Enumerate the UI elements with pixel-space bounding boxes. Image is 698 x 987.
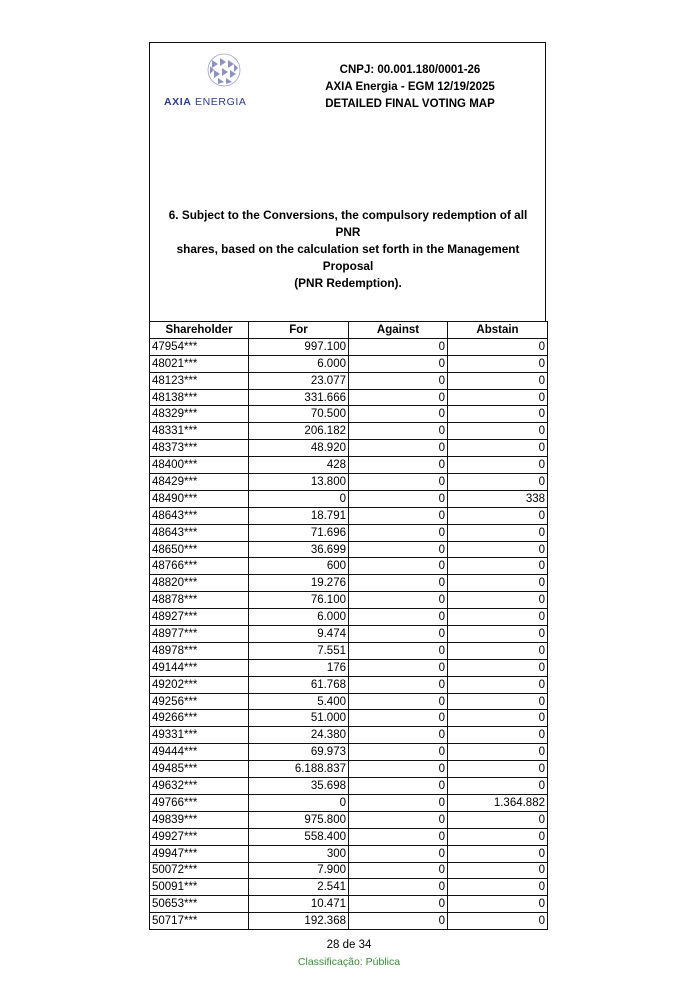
shareholder-cell: 48329*** <box>150 406 249 423</box>
against-cell: 0 <box>349 507 448 524</box>
against-cell: 0 <box>349 372 448 389</box>
against-cell: 0 <box>349 626 448 643</box>
abstain-cell: 0 <box>448 879 548 896</box>
abstain-cell: 0 <box>448 474 548 491</box>
against-cell: 0 <box>349 913 448 930</box>
table-row <box>150 474 548 491</box>
shareholder-cell: 48373*** <box>150 440 249 457</box>
against-cell: 0 <box>349 778 448 795</box>
abstain-cell: 0 <box>448 811 548 828</box>
shareholder-cell: 48820*** <box>150 575 249 592</box>
abstain-cell: 0 <box>448 744 548 761</box>
shareholder-cell: 49202*** <box>150 676 249 693</box>
voting-table <box>149 321 548 930</box>
against-cell: 0 <box>349 761 448 778</box>
for-cell: 18.791 <box>249 507 349 524</box>
for-cell: 7.900 <box>249 862 349 879</box>
for-cell: 0 <box>249 490 349 507</box>
for-cell: 2.541 <box>249 879 349 896</box>
abstain-cell: 0 <box>448 558 548 575</box>
abstain-cell: 0 <box>448 727 548 744</box>
shareholder-cell: 50072*** <box>150 862 249 879</box>
shareholder-cell: 48650*** <box>150 541 249 558</box>
for-cell: 13.800 <box>249 474 349 491</box>
for-cell: 19.276 <box>249 575 349 592</box>
against-cell: 0 <box>349 710 448 727</box>
against-cell: 0 <box>349 423 448 440</box>
document-title: DETAILED FINAL VOTING MAP <box>325 98 495 110</box>
against-cell: 0 <box>349 440 448 457</box>
table-row <box>150 879 548 896</box>
against-cell: 0 <box>349 609 448 626</box>
shareholder-cell: 49927*** <box>150 828 249 845</box>
table-row <box>150 744 548 761</box>
abstain-cell: 0 <box>448 862 548 879</box>
against-cell: 0 <box>349 676 448 693</box>
against-cell: 0 <box>349 524 448 541</box>
against-cell: 0 <box>349 457 448 474</box>
for-cell: 76.100 <box>249 592 349 609</box>
abstain-cell: 0 <box>448 423 548 440</box>
column-header-abstain: Abstain <box>448 322 548 339</box>
for-cell: 24.380 <box>249 727 349 744</box>
abstain-cell: 0 <box>448 761 548 778</box>
logo-wordmark: AXIA ENERGIA <box>164 96 247 108</box>
shareholder-cell: 49766*** <box>150 794 249 811</box>
document-header <box>290 62 530 113</box>
abstain-cell: 0 <box>448 372 548 389</box>
against-cell: 0 <box>349 811 448 828</box>
meeting-line: AXIA Energia - EGM 12/19/2025 <box>325 81 495 93</box>
table-row <box>150 372 548 389</box>
table-row <box>150 541 548 558</box>
shareholder-cell: 48021*** <box>150 355 249 372</box>
for-cell: 23.077 <box>249 372 349 389</box>
against-cell: 0 <box>349 828 448 845</box>
shareholder-cell: 48400*** <box>150 457 249 474</box>
shareholder-cell: 49144*** <box>150 659 249 676</box>
table-row <box>150 676 548 693</box>
column-header-for: For <box>249 322 349 339</box>
against-cell: 0 <box>349 541 448 558</box>
for-cell: 0 <box>249 794 349 811</box>
table-row <box>150 490 548 507</box>
table-row <box>150 423 548 440</box>
against-cell: 0 <box>349 727 448 744</box>
abstain-cell: 0 <box>448 457 548 474</box>
table-row <box>150 913 548 930</box>
for-cell: 6.188.837 <box>249 761 349 778</box>
for-cell: 51.000 <box>249 710 349 727</box>
table-row <box>150 558 548 575</box>
table-header-row <box>150 322 548 339</box>
table-row <box>150 710 548 727</box>
table-row <box>150 457 548 474</box>
abstain-cell: 0 <box>448 828 548 845</box>
for-cell: 70.500 <box>249 406 349 423</box>
abstain-cell: 0 <box>448 676 548 693</box>
abstain-cell: 0 <box>448 440 548 457</box>
shareholder-cell: 49444*** <box>150 744 249 761</box>
table-row <box>150 727 548 744</box>
shareholder-cell: 48429*** <box>150 474 249 491</box>
abstain-cell: 0 <box>448 626 548 643</box>
classification-label: Classificação: Pública <box>297 956 401 968</box>
table-row <box>150 524 548 541</box>
abstain-cell: 0 <box>448 710 548 727</box>
shareholder-cell: 48123*** <box>150 372 249 389</box>
table-row <box>150 693 548 710</box>
abstain-cell: 0 <box>448 778 548 795</box>
for-cell: 10.471 <box>249 896 349 913</box>
against-cell: 0 <box>349 693 448 710</box>
page-number: 28 de 34 <box>326 939 372 951</box>
cnpj-line: CNPJ: 00.001.180/0001-26 <box>339 64 481 76</box>
against-cell: 0 <box>349 592 448 609</box>
against-cell: 0 <box>349 558 448 575</box>
for-cell: 69.973 <box>249 744 349 761</box>
shareholder-cell: 49331*** <box>150 727 249 744</box>
table-row <box>150 592 548 609</box>
for-cell: 558.400 <box>249 828 349 845</box>
abstain-cell: 0 <box>448 896 548 913</box>
abstain-cell: 0 <box>448 845 548 862</box>
column-header-against: Against <box>349 322 448 339</box>
against-cell: 0 <box>349 744 448 761</box>
against-cell: 0 <box>349 338 448 355</box>
table-row <box>150 845 548 862</box>
for-cell: 600 <box>249 558 349 575</box>
abstain-cell: 0 <box>448 389 548 406</box>
for-cell: 428 <box>249 457 349 474</box>
abstain-cell: 0 <box>448 338 548 355</box>
table-row <box>150 778 548 795</box>
shareholder-cell: 49256*** <box>150 693 249 710</box>
table-row <box>150 642 548 659</box>
table-row <box>150 794 548 811</box>
abstain-cell: 0 <box>448 575 548 592</box>
for-cell: 192.368 <box>249 913 349 930</box>
for-cell: 61.768 <box>249 676 349 693</box>
against-cell: 0 <box>349 474 448 491</box>
table-row <box>150 609 548 626</box>
shareholder-cell: 49839*** <box>150 811 249 828</box>
abstain-cell: 0 <box>448 913 548 930</box>
against-cell: 0 <box>349 642 448 659</box>
abstain-cell: 1.364.882 <box>448 794 548 811</box>
for-cell: 9.474 <box>249 626 349 643</box>
against-cell: 0 <box>349 845 448 862</box>
column-header-shareholder: Shareholder <box>150 322 249 339</box>
against-cell: 0 <box>349 794 448 811</box>
table-row <box>150 575 548 592</box>
against-cell: 0 <box>349 862 448 879</box>
table-row <box>150 626 548 643</box>
shareholder-cell: 48138*** <box>150 389 249 406</box>
table-row <box>150 338 548 355</box>
table-row <box>150 896 548 913</box>
for-cell: 6.000 <box>249 609 349 626</box>
for-cell: 48.920 <box>249 440 349 457</box>
shareholder-cell: 48878*** <box>150 592 249 609</box>
against-cell: 0 <box>349 879 448 896</box>
against-cell: 0 <box>349 659 448 676</box>
shareholder-cell: 48978*** <box>150 642 249 659</box>
shareholder-cell: 50717*** <box>150 913 249 930</box>
agenda-item-text: 6. Subject to the Conversions, the compulsory redemption of all PNR shares, based on the calculation set forth in the Management Proposal (PNR Redemption). <box>168 208 528 290</box>
abstain-cell: 0 <box>448 524 548 541</box>
shareholder-cell: 48977*** <box>150 626 249 643</box>
abstain-cell: 0 <box>448 355 548 372</box>
abstain-cell: 0 <box>448 406 548 423</box>
shareholder-cell: 49947*** <box>150 845 249 862</box>
abstain-cell: 0 <box>448 609 548 626</box>
against-cell: 0 <box>349 490 448 507</box>
for-cell: 71.696 <box>249 524 349 541</box>
abstain-cell: 0 <box>448 541 548 558</box>
against-cell: 0 <box>349 575 448 592</box>
table-row <box>150 389 548 406</box>
for-cell: 7.551 <box>249 642 349 659</box>
abstain-cell: 0 <box>448 507 548 524</box>
shareholder-cell: 49485*** <box>150 761 249 778</box>
abstain-cell: 0 <box>448 642 548 659</box>
against-cell: 0 <box>349 355 448 372</box>
for-cell: 6.000 <box>249 355 349 372</box>
shareholder-cell: 47954*** <box>150 338 249 355</box>
abstain-cell: 0 <box>448 659 548 676</box>
table-row <box>150 440 548 457</box>
table-row <box>150 811 548 828</box>
for-cell: 997.100 <box>249 338 349 355</box>
for-cell: 176 <box>249 659 349 676</box>
shareholder-cell: 48766*** <box>150 558 249 575</box>
for-cell: 36.699 <box>249 541 349 558</box>
table-row <box>150 659 548 676</box>
shareholder-cell: 48927*** <box>150 609 249 626</box>
shareholder-cell: 48643*** <box>150 524 249 541</box>
against-cell: 0 <box>349 406 448 423</box>
shareholder-cell: 48331*** <box>150 423 249 440</box>
shareholder-cell: 49266*** <box>150 710 249 727</box>
shareholder-cell: 48490*** <box>150 490 249 507</box>
abstain-cell: 0 <box>448 693 548 710</box>
shareholder-cell: 50091*** <box>150 879 249 896</box>
table-row <box>150 761 548 778</box>
table-row <box>150 406 548 423</box>
shareholder-cell: 49632*** <box>150 778 249 795</box>
table-row <box>150 507 548 524</box>
shareholder-cell: 50653*** <box>150 896 249 913</box>
against-cell: 0 <box>349 389 448 406</box>
table-row <box>150 828 548 845</box>
abstain-cell: 0 <box>448 592 548 609</box>
for-cell: 331.666 <box>249 389 349 406</box>
for-cell: 975.800 <box>249 811 349 828</box>
for-cell: 300 <box>249 845 349 862</box>
against-cell: 0 <box>349 896 448 913</box>
for-cell: 35.698 <box>249 778 349 795</box>
table-row <box>150 355 548 372</box>
for-cell: 206.182 <box>249 423 349 440</box>
shareholder-cell: 48643*** <box>150 507 249 524</box>
for-cell: 5.400 <box>249 693 349 710</box>
abstain-cell: 338 <box>448 490 548 507</box>
table-row <box>150 862 548 879</box>
